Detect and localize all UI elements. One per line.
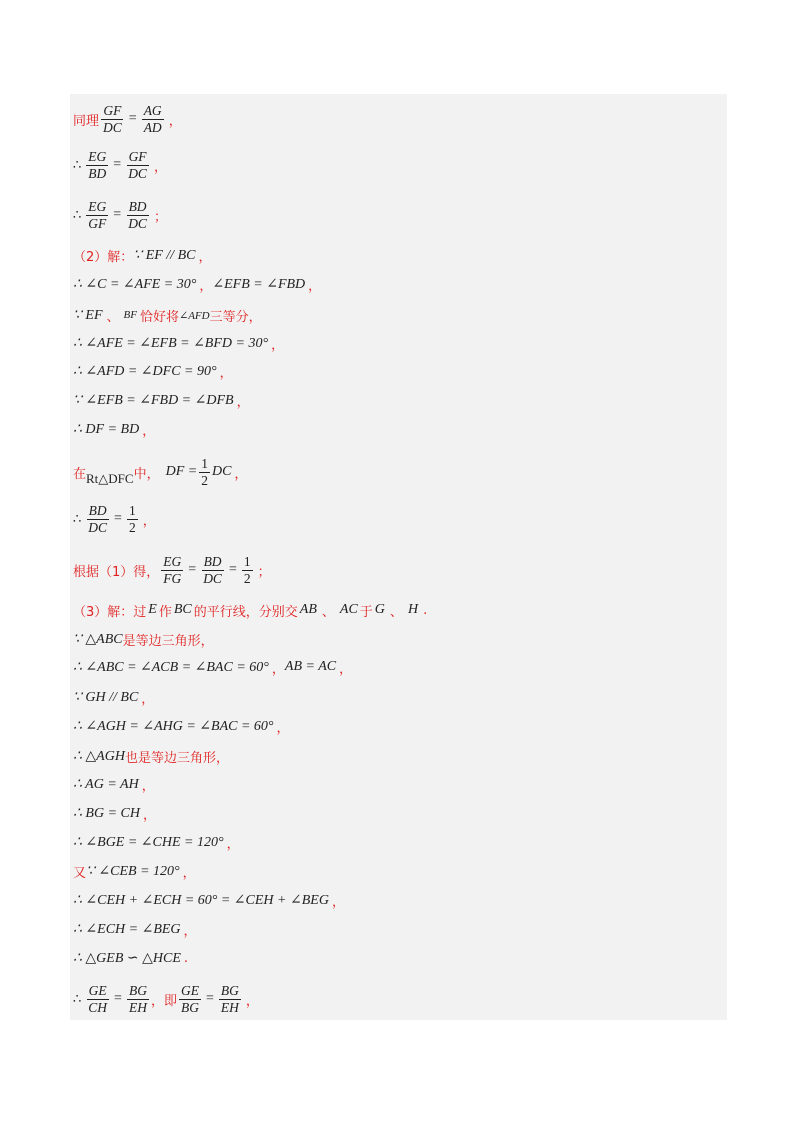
fraction-denominator: CH xyxy=(88,999,108,1015)
fraction-denominator: DC xyxy=(128,165,147,181)
line-13 xyxy=(73,551,271,589)
line-20 xyxy=(73,771,155,797)
therefore-symbol: ∴ xyxy=(73,991,82,1007)
line-22 xyxy=(73,829,240,855)
fraction xyxy=(242,554,253,587)
line-12 xyxy=(73,500,156,538)
fraction-denominator: DC xyxy=(128,215,147,231)
punctuation: ， xyxy=(199,278,213,294)
punctuation: . xyxy=(423,602,428,618)
fraction-denominator: 2 xyxy=(243,570,251,586)
math-expression: G xyxy=(374,602,385,617)
fraction xyxy=(126,199,149,232)
punctuation: ， xyxy=(183,923,197,939)
therefore-symbol: ∴ xyxy=(73,207,82,223)
fraction xyxy=(101,103,124,136)
math-expression: ∴ ∠CEH + ∠ECH = 60° = ∠CEH + ∠BEG xyxy=(73,892,329,908)
fraction-numerator: BD xyxy=(128,198,147,214)
punctuation: ， xyxy=(141,778,155,794)
line-26 xyxy=(73,945,188,971)
line-6 xyxy=(73,302,262,328)
separator: 、 xyxy=(321,604,335,620)
punctuation: ， xyxy=(271,661,285,677)
fraction-denominator: BG xyxy=(180,999,199,1015)
fraction xyxy=(219,983,241,1016)
line-19 xyxy=(73,743,229,769)
math-expression: DC xyxy=(211,464,232,479)
math-expression: BF xyxy=(123,309,137,321)
fraction xyxy=(86,983,109,1016)
fraction xyxy=(142,103,164,136)
line-3 xyxy=(73,197,167,233)
text: 于 xyxy=(359,604,373,620)
math-expression: ∴ AG = AH xyxy=(73,776,139,792)
punctuation: ， xyxy=(271,337,285,353)
punctuation: ， xyxy=(142,423,156,439)
math-expression: ∴ △AGH xyxy=(73,748,125,764)
fraction-numerator: GE xyxy=(180,982,199,998)
line-2 xyxy=(73,147,167,183)
punctuation: ， xyxy=(182,865,196,881)
line-15 xyxy=(73,626,214,652)
math-expression: ∠AFD xyxy=(179,309,210,322)
fraction-denominator: DC xyxy=(203,570,222,586)
fraction-numerator: 1 xyxy=(243,553,251,569)
math-expression: ∴ ∠AFE = ∠EFB = ∠BFD = 30° xyxy=(73,335,269,351)
fraction-numerator: EG xyxy=(163,553,182,569)
fraction-denominator: GF xyxy=(88,215,107,231)
fraction-numerator: BG xyxy=(128,982,147,998)
text: 的平行线，分别交 xyxy=(193,604,298,620)
therefore-symbol: ∴ xyxy=(73,157,82,173)
text: 恰好将 xyxy=(139,309,179,325)
line-24 xyxy=(73,887,345,913)
punctuation: ， xyxy=(245,993,259,1009)
fraction-numerator: BD xyxy=(88,502,107,518)
separator: 、 xyxy=(389,604,403,620)
math-expression: ∴ ∠BGE = ∠CHE = 120° xyxy=(73,834,224,850)
fraction-numerator: GF xyxy=(128,148,147,164)
fraction xyxy=(127,503,138,536)
fraction xyxy=(199,456,210,489)
punctuation: ， xyxy=(226,836,240,852)
fraction-denominator: 2 xyxy=(128,519,136,535)
punctuation: ， xyxy=(142,807,156,823)
punctuation: . xyxy=(183,950,189,966)
punctuation: ， xyxy=(141,691,155,707)
math-expression: ∵ EF xyxy=(73,307,103,323)
fraction xyxy=(86,199,108,232)
math-expression: E xyxy=(148,602,157,617)
line-5 xyxy=(73,271,321,297)
punctuation: ， xyxy=(276,720,290,736)
text: 是等边三角形， xyxy=(122,633,214,649)
equals-sign: = xyxy=(188,562,197,577)
fraction-numerator: GE xyxy=(88,982,107,998)
text: 作 xyxy=(158,604,172,620)
fraction-denominator: FG xyxy=(163,570,182,586)
line-7 xyxy=(73,330,284,356)
math-expression: AC xyxy=(339,602,358,617)
line-8 xyxy=(73,358,233,384)
line-21 xyxy=(73,800,156,826)
equals-sign: = xyxy=(128,111,137,126)
line-1 xyxy=(73,101,182,137)
math-expression: ∴ ∠AFD = ∠DFC = 90° xyxy=(73,363,217,379)
fraction xyxy=(161,554,183,587)
fraction-numerator: BD xyxy=(203,553,222,569)
math-expression: ∴ △GEB ∽ △HCE xyxy=(73,950,181,966)
math-expression: BC xyxy=(173,602,192,617)
fraction-numerator: EG xyxy=(88,148,107,164)
fraction-denominator: AD xyxy=(143,119,162,135)
fraction xyxy=(126,149,149,182)
fraction-numerator: GF xyxy=(103,102,122,118)
equals-sign: = xyxy=(205,991,214,1006)
math-expression: ∴ DF = BD xyxy=(73,421,140,437)
punctuation: ， xyxy=(168,113,182,129)
equals-sign: = xyxy=(113,207,122,222)
math-expression: ∴ ∠ECH = ∠BEG xyxy=(73,921,181,937)
punctuation: ； xyxy=(153,209,167,225)
math-expression: ∵ GH // BC xyxy=(73,689,139,705)
fraction-denominator: DC xyxy=(103,119,122,135)
line-18 xyxy=(73,713,290,739)
separator: 、 xyxy=(106,309,120,325)
math-expression: AB xyxy=(299,602,317,617)
math-expression: ∴ ∠ABC = ∠ACB = ∠BAC = 60° xyxy=(73,659,269,675)
equals-sign: = xyxy=(228,562,237,577)
math-expression: ∴ ∠C = ∠AFE = 30° xyxy=(73,276,197,292)
fraction-numerator: 1 xyxy=(128,502,136,518)
punctuation: ， xyxy=(308,278,322,294)
punctuation: ， xyxy=(153,159,167,175)
text: 在 xyxy=(73,466,87,482)
line-23 xyxy=(73,858,196,884)
line-11 xyxy=(73,452,247,492)
math-expression: ∵ ∠EFB = ∠FBD = ∠DFB xyxy=(73,392,234,408)
punctuation: ， xyxy=(234,466,248,482)
text: 又 xyxy=(73,865,87,881)
line-9 xyxy=(73,387,250,413)
fraction-denominator: 2 xyxy=(201,472,208,488)
math-expression: DF = xyxy=(165,464,198,479)
text: ，即 xyxy=(150,993,177,1009)
fraction-denominator: DC xyxy=(88,519,108,535)
punctuation: ， xyxy=(219,365,233,381)
math-expression: ∵ △ABC xyxy=(73,631,123,647)
math-expression: ∵ EF // BC xyxy=(133,247,196,263)
line-4 xyxy=(73,242,211,268)
equals-sign: = xyxy=(113,157,122,172)
fraction xyxy=(127,983,149,1016)
math-expression: ∴ ∠AGH = ∠AHG = ∠BAC = 60° xyxy=(73,718,274,734)
therefore-symbol: ∴ xyxy=(73,511,82,527)
text: （3）解：过 xyxy=(73,604,147,620)
fraction-numerator: AG xyxy=(143,102,162,118)
fraction-denominator: EH xyxy=(128,999,147,1015)
text: 中， xyxy=(133,466,160,482)
line-27 xyxy=(73,979,259,1019)
fraction-denominator: EH xyxy=(220,999,239,1015)
line-17 xyxy=(73,684,154,710)
punctuation: ； xyxy=(257,564,271,580)
math-expression: ∠EFB = ∠FBD xyxy=(212,276,306,292)
section-label: （2）解： xyxy=(73,249,134,265)
line-10 xyxy=(73,416,155,442)
equals-sign: = xyxy=(114,991,122,1006)
math-expression: ∵ ∠CEB = 120° xyxy=(86,863,180,879)
line-25 xyxy=(73,916,197,942)
text-prefix: 同理 xyxy=(73,113,100,129)
math-expression: AB = AC xyxy=(284,659,337,674)
fraction xyxy=(86,149,108,182)
text: 也是等边三角形， xyxy=(124,750,229,766)
math-expression: H xyxy=(407,602,419,617)
fraction-numerator: EG xyxy=(88,198,107,214)
fraction xyxy=(201,554,224,587)
line-14 xyxy=(73,597,427,623)
punctuation: ， xyxy=(339,661,353,677)
math-expression: ∴ BG = CH xyxy=(73,805,140,821)
punctuation: ， xyxy=(198,249,212,265)
text: 三等分， xyxy=(209,309,262,325)
punctuation: ， xyxy=(331,894,345,910)
fraction-denominator: BD xyxy=(88,165,107,181)
math-expression: Rt△DFC xyxy=(86,471,134,486)
line-16 xyxy=(73,654,352,680)
punctuation: ， xyxy=(236,394,250,410)
fraction-numerator: 1 xyxy=(201,455,208,471)
text: 根据（1）得， xyxy=(73,564,160,580)
fraction xyxy=(86,503,109,536)
fraction-numerator: BG xyxy=(220,982,239,998)
equals-sign: = xyxy=(114,511,122,526)
punctuation: ， xyxy=(142,513,156,529)
fraction xyxy=(179,983,201,1016)
